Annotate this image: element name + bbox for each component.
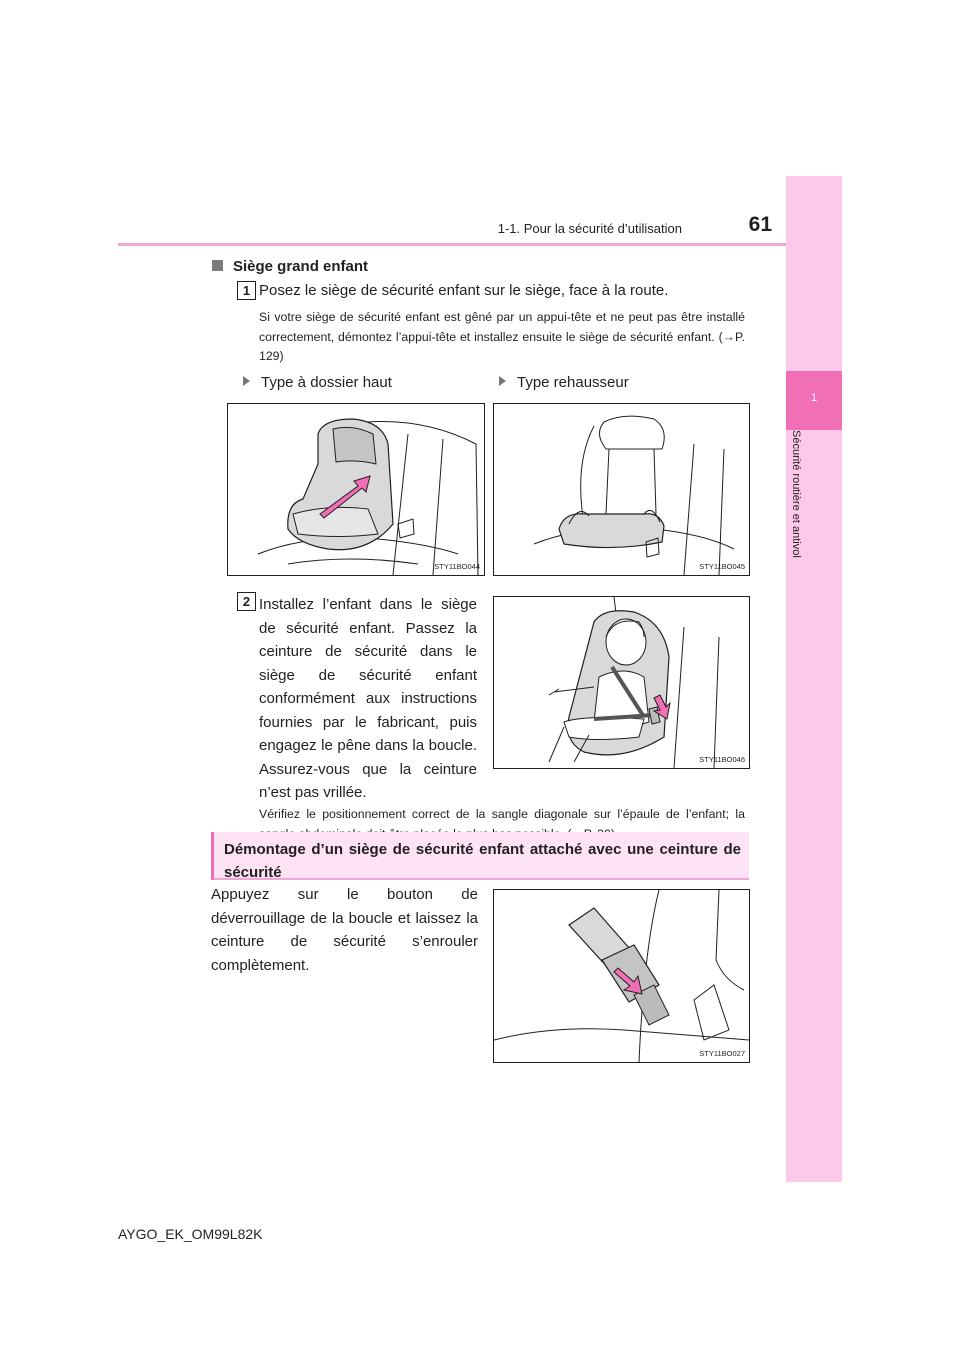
triangle-bullet-icon <box>499 376 506 386</box>
removal-text: Appuyez sur le bouton de déverrouillage de la boucle et laissez la ceinture de sécurité s’enrouler complètement. <box>211 886 478 974</box>
header-rule <box>118 243 786 246</box>
chapter-number: 1 <box>810 392 818 404</box>
square-bullet-icon <box>212 260 223 271</box>
section-title: 1-1. Pour la sécurité d’utilisation <box>497 221 682 236</box>
illustration-buckle-release <box>493 889 750 1063</box>
removal-heading: Démontage d’un siège de sécurité enfant attaché avec une ceinture de sécurité <box>224 841 741 881</box>
step2-text: Installez l’enfant dans le siège de sécurité enfant. Passez la ceinture de sécurité dans le siège de sécurité enfant conformément aux instructions fournies par le fabricant, puis engagez le pêne dans la boucle. Assurez-vous que la ceinture n’est pas vrillée. <box>259 596 477 801</box>
type-high-back-label: Type à dossier haut <box>243 374 392 391</box>
step2-note: Vérifiez le positionnement correct de la sangle diagonale sur l’épaule de l’enfant; la <box>259 807 745 821</box>
step-number-1: 1 <box>237 281 256 300</box>
illustration-child-in-seat <box>493 596 750 769</box>
chapter-tab-strip <box>786 176 842 1182</box>
heading-accent-bar <box>211 832 214 880</box>
document-code: AYGO_EK_OM99L82K <box>118 1226 263 1242</box>
figure-code: STY11BO046 <box>699 755 745 764</box>
illustration-booster-seat <box>493 403 750 576</box>
step-number-2: 2 <box>237 592 256 611</box>
figure-code: STY11BO045 <box>699 562 745 571</box>
section-heading: Siège grand enfant <box>212 258 368 275</box>
figure-code: STY11BO044 <box>434 562 480 571</box>
removal-heading-panel <box>211 832 749 880</box>
page-number: 61 <box>748 213 772 236</box>
type-booster-label: Type rehausseur <box>499 374 629 391</box>
chapter-label: Sécurité routière et antivol <box>790 430 802 558</box>
figure-code: STY11BO027 <box>699 1049 745 1058</box>
step1-note: Si votre siège de sécurité enfant est gêné par un appui-tête et ne peut pas être installé correctement, démontez l’appui-tête et installez ensuite le siège de sécurité enfant. (→P. 129) <box>259 310 745 363</box>
triangle-bullet-icon <box>243 376 250 386</box>
step1-text: Posez le siège de sécurité enfant sur le siège, face à la route. <box>259 282 669 299</box>
illustration-high-back-seat <box>227 403 485 576</box>
